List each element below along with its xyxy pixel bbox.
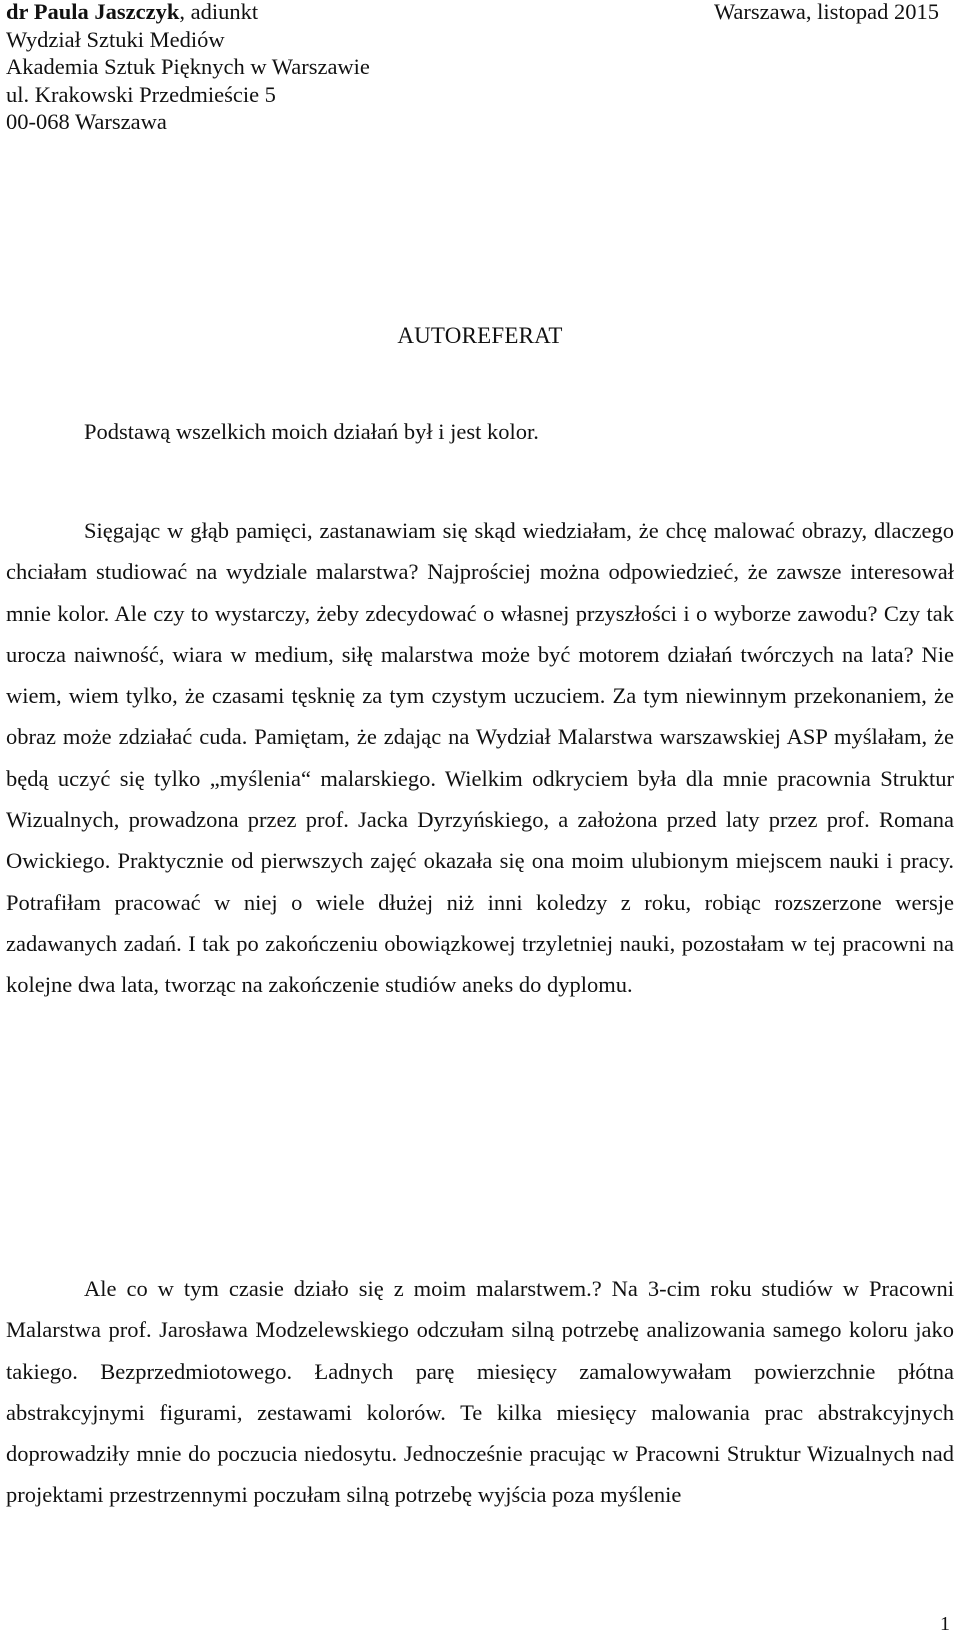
document-title: AUTOREFERAT	[397, 323, 563, 348]
body-paragraph: Ale co w tym czasie działo się z moim malarstwem.? Na 3-cim roku studiów w Pracowni Malarstwa prof. Jarosława Modzelewskiego odczułam silną potrzebę analizowania samego koloru jako takiego. Bezprzedmiotowego. Ładnych parę miesięcy zamalowywałam powierzchnie płótna abstrakcyjnymi figurami, zestawami kolorów. Te kilka miesięcy malowania prac abstrakcyjnych doprowadziły mnie do poczucia niedosytu. Jednocześnie pracując w Pracowni Struktur Wizualnych nad projektami przestrzennymi poczułam silną potrzebę wyjścia poza myślenie	[6, 1276, 954, 1508]
sender-faculty: Wydział Sztuki Mediów	[6, 26, 225, 52]
body-paragraph: Sięgając w głąb pamięci, zastanawiam się skąd wiedziałam, że chcę malować obrazy, dlaczego chciałam studiować na wydziale malarstwa? Najprościej można odpowiedzieć, że zawsze interesował mnie kolor. Ale czy to wystarczy, żeby zdecydować o własnej przyszłości i o wyborze zawodu? Czy tak urocza naiwność, wiara w medium, siłę malarstwa może być motorem działań twórczych na lata? Nie wiem, wiem tylko, że czasami tęsknię za tym czystym uczuciem. Za tym niewinnym przekonaniem, że obraz może zdziałać cuda. Pamiętam, że zdając na Wydział Malarstwa warszawskiej ASP myślałam, że będą uczyć się tylko „myślenia“ malarskiego. Wielkim odkryciem była dla mnie pracownia Struktur Wizualnych, prowadzona przez prof. Jacka Dyrzyńskiego, a założona przed laty przez prof. Romana Owickiego. Praktycznie od pierwszych zajęć okazała się ona moim ulubionym miejscem nauki i pracy. Potrafiłam pracować w niej o wiele dłużej niż inni koledzy z roku, robiąc rozszerzone wersje zadawanych zadań. I tak po zakończeniu obowiązkowej trzyletniej nauki, pozostałam w tej pracowni na kolejne dwa lata, tworząc na zakończenie studiów aneks do dyplomu.	[6, 518, 954, 998]
sender-name: dr Paula Jaszczyk	[6, 0, 180, 24]
sender-city: 00-068 Warszawa	[6, 109, 167, 134]
sender-academy: Akademia Sztuk Pięknych w Warszawie	[6, 54, 370, 79]
sender-role: , adiunkt	[179, 0, 259, 24]
sender-address-block	[6, 0, 370, 136]
sender-street: ul. Krakowski Przedmieście 5	[6, 81, 276, 107]
sender-name-line	[6, 0, 370, 26]
motto-line: Podstawą wszelkich moich działań był i jest kolor.	[84, 419, 539, 444]
page-number: 1	[940, 1613, 950, 1635]
place-and-date: Warszawa, listopad 2015	[714, 0, 939, 24]
